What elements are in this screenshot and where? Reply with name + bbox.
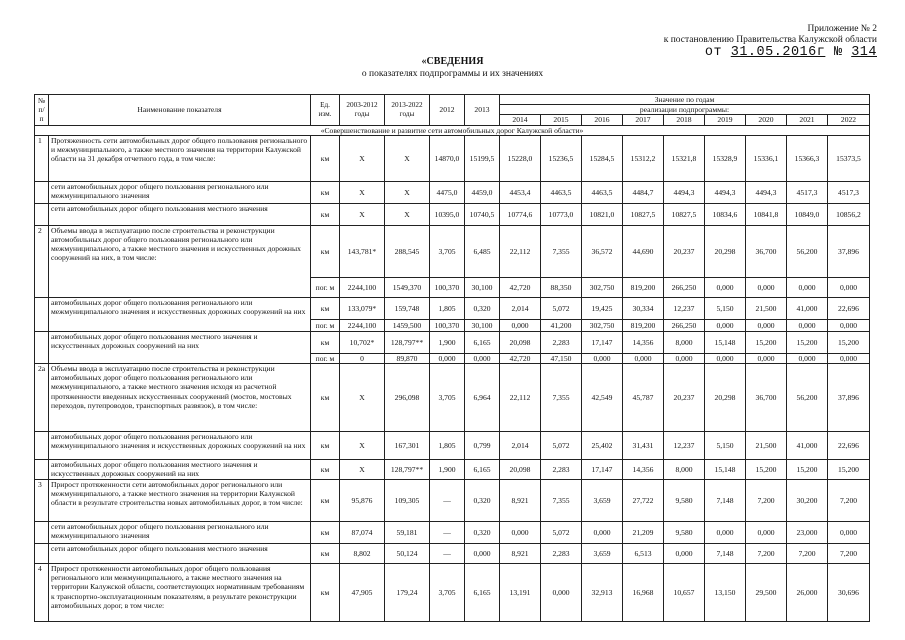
section-title: «Совершенствование и развитие сети автомобильных дорог Калужской области» bbox=[35, 125, 870, 135]
col-year: 2018 bbox=[664, 115, 705, 125]
value-cell: 5,072 bbox=[541, 432, 582, 460]
indicator-name: сети автомобильных дорог общего пользования местного значения bbox=[49, 544, 311, 564]
indicator-name: Объемы ввода в эксплуатацию после строительства и реконструкции автомобильных дорог общего пользования регионального или межмуниципального, а также местного значения исходя из расчетной протяженности введенных искусственных сооружений (мостов, мостовых переходов, путепроводов, транспортных развязок), в том числе: bbox=[49, 364, 311, 432]
value-cell: 29,500 bbox=[746, 564, 787, 622]
value-cell: 3,659 bbox=[582, 480, 623, 522]
value-cell: 100,370 bbox=[430, 277, 465, 297]
value-cell: 10827,5 bbox=[623, 203, 664, 225]
indicator-name: Прирост протяженности сети автомобильных дорог регионального или межмуниципального, а также местного значения на территории Калужской области в результате строительства новых автомобильных дорог, в том числе: bbox=[49, 480, 311, 522]
value-cell: 133,079* bbox=[340, 297, 385, 319]
value-cell: 0 bbox=[340, 353, 385, 363]
value-cell: 15,200 bbox=[828, 460, 870, 480]
value-cell: 21,500 bbox=[746, 432, 787, 460]
value-cell: 8,921 bbox=[500, 544, 541, 564]
value-cell: 15,200 bbox=[828, 331, 870, 353]
table-row bbox=[35, 181, 870, 203]
row-number: 3 bbox=[35, 480, 49, 522]
value-cell: 45,787 bbox=[623, 364, 664, 432]
unit-cell: км bbox=[311, 181, 340, 203]
row-number bbox=[35, 297, 49, 331]
value-cell: 10,657 bbox=[664, 564, 705, 622]
value-cell: 3,705 bbox=[430, 364, 465, 432]
unit-cell: км bbox=[311, 480, 340, 522]
value-cell: 0,000 bbox=[500, 319, 541, 331]
value-cell: 0,000 bbox=[705, 319, 746, 331]
col-period2: 2013-2022 годы bbox=[385, 95, 430, 126]
value-cell: 6,165 bbox=[465, 331, 500, 353]
value-cell: 302,750 bbox=[582, 277, 623, 297]
value-cell: 5,150 bbox=[705, 432, 746, 460]
table-row bbox=[35, 135, 870, 181]
value-cell: 42,549 bbox=[582, 364, 623, 432]
value-cell: 7,148 bbox=[705, 544, 746, 564]
col-year: 2021 bbox=[787, 115, 828, 125]
col-2013: 2013 bbox=[465, 95, 500, 126]
value-cell: 0,799 bbox=[465, 432, 500, 460]
unit-cell: км bbox=[311, 564, 340, 622]
value-cell: 4463,5 bbox=[541, 181, 582, 203]
value-cell: 25,402 bbox=[582, 432, 623, 460]
value-cell: 15,200 bbox=[746, 331, 787, 353]
value-cell: 2,283 bbox=[541, 460, 582, 480]
col-num: № п/п bbox=[35, 95, 49, 126]
col-year: 2014 bbox=[500, 115, 541, 125]
table-row bbox=[35, 522, 870, 544]
value-cell: 7,148 bbox=[705, 480, 746, 522]
value-cell: 0,000 bbox=[705, 353, 746, 363]
value-cell: 0,000 bbox=[664, 544, 705, 564]
value-cell: — bbox=[430, 480, 465, 522]
value-cell: 6,485 bbox=[465, 225, 500, 277]
indicator-name: автомобильных дорог общего пользования местного значения и искусственных дорожных сооружений на них bbox=[49, 460, 311, 480]
unit-cell: км bbox=[311, 203, 340, 225]
value-cell: 6,165 bbox=[465, 564, 500, 622]
value-cell: 15,200 bbox=[787, 331, 828, 353]
value-cell: 32,913 bbox=[582, 564, 623, 622]
value-cell: 10774,6 bbox=[500, 203, 541, 225]
value-cell: 6,165 bbox=[465, 460, 500, 480]
table-row bbox=[35, 544, 870, 564]
value-cell: Х bbox=[340, 135, 385, 181]
value-cell: Х bbox=[340, 364, 385, 432]
unit-cell: км bbox=[311, 432, 340, 460]
value-cell: 0,000 bbox=[787, 353, 828, 363]
decree-reference: к постановлению Правительства Калужской области bbox=[663, 35, 877, 45]
value-cell: 41,000 bbox=[787, 297, 828, 319]
value-cell: 41,000 bbox=[787, 432, 828, 460]
value-cell: 19,425 bbox=[582, 297, 623, 319]
value-cell: 17,147 bbox=[582, 331, 623, 353]
value-cell: 20,237 bbox=[664, 364, 705, 432]
value-cell: 15236,5 bbox=[541, 135, 582, 181]
table-row bbox=[35, 364, 870, 432]
value-cell: 819,200 bbox=[623, 319, 664, 331]
value-cell: 0,000 bbox=[430, 353, 465, 363]
value-cell: 128,797** bbox=[385, 460, 430, 480]
value-cell: 266,250 bbox=[664, 319, 705, 331]
value-cell: 8,921 bbox=[500, 480, 541, 522]
value-cell: 21,209 bbox=[623, 522, 664, 544]
value-cell: 0,320 bbox=[465, 297, 500, 319]
unit-cell: пог. м bbox=[311, 353, 340, 363]
value-cell: 13,150 bbox=[705, 564, 746, 622]
value-cell: Х bbox=[340, 181, 385, 203]
value-cell: 3,659 bbox=[582, 544, 623, 564]
value-cell: Х bbox=[385, 181, 430, 203]
value-cell: 9,580 bbox=[664, 480, 705, 522]
value-cell: Х bbox=[340, 203, 385, 225]
value-cell: 10834,6 bbox=[705, 203, 746, 225]
value-cell: 0,000 bbox=[664, 353, 705, 363]
value-cell: 0,000 bbox=[582, 353, 623, 363]
value-cell: Х bbox=[340, 432, 385, 460]
value-cell: — bbox=[430, 522, 465, 544]
value-cell: 1,805 bbox=[430, 432, 465, 460]
unit-cell: км bbox=[311, 225, 340, 277]
value-cell: — bbox=[430, 544, 465, 564]
table-row bbox=[35, 480, 870, 522]
value-cell: 30,334 bbox=[623, 297, 664, 319]
value-cell: 0,000 bbox=[746, 522, 787, 544]
value-cell: 14,356 bbox=[623, 460, 664, 480]
value-cell: 2,014 bbox=[500, 297, 541, 319]
unit-cell: пог. м bbox=[311, 277, 340, 297]
value-cell: 50,124 bbox=[385, 544, 430, 564]
value-cell: 0,000 bbox=[828, 353, 870, 363]
value-cell: 7,200 bbox=[828, 544, 870, 564]
col-unit: Ед. изм. bbox=[311, 95, 340, 126]
row-number: 2а bbox=[35, 364, 49, 432]
number-prefix: № bbox=[833, 45, 843, 60]
value-cell: 37,896 bbox=[828, 364, 870, 432]
appendix-header bbox=[664, 24, 877, 58]
value-cell: 10841,8 bbox=[746, 203, 787, 225]
col-values-by-year: Значение по годам bbox=[500, 95, 870, 105]
row-number: 2 bbox=[35, 225, 49, 297]
value-cell: 109,305 bbox=[385, 480, 430, 522]
unit-cell: км bbox=[311, 544, 340, 564]
value-cell: 4463,5 bbox=[582, 181, 623, 203]
value-cell: 9,580 bbox=[664, 522, 705, 544]
value-cell: 0,000 bbox=[828, 319, 870, 331]
value-cell: 21,500 bbox=[746, 297, 787, 319]
table-row bbox=[35, 225, 870, 277]
value-cell: 15373,5 bbox=[828, 135, 870, 181]
value-cell: 7,355 bbox=[541, 364, 582, 432]
value-cell: 10821,0 bbox=[582, 203, 623, 225]
value-cell: 296,098 bbox=[385, 364, 430, 432]
value-cell: 15,148 bbox=[705, 460, 746, 480]
value-cell: 17,147 bbox=[582, 460, 623, 480]
value-cell: 7,200 bbox=[828, 480, 870, 522]
value-cell: 0,000 bbox=[500, 522, 541, 544]
value-cell: 1,900 bbox=[430, 460, 465, 480]
value-cell: 30,100 bbox=[465, 277, 500, 297]
value-cell: 10,702* bbox=[340, 331, 385, 353]
value-cell: 1,805 bbox=[430, 297, 465, 319]
value-cell: 0,000 bbox=[705, 522, 746, 544]
row-number bbox=[35, 432, 49, 460]
value-cell: 2,283 bbox=[541, 544, 582, 564]
value-cell: 88,350 bbox=[541, 277, 582, 297]
table-row bbox=[35, 297, 870, 319]
indicator-name: сети автомобильных дорог общего пользования регионального или межмуниципального значения bbox=[49, 181, 311, 203]
value-cell: 10395,0 bbox=[430, 203, 465, 225]
value-cell: 6,964 bbox=[465, 364, 500, 432]
value-cell: 0,000 bbox=[787, 319, 828, 331]
value-cell: 2,283 bbox=[541, 331, 582, 353]
value-cell: 20,098 bbox=[500, 331, 541, 353]
col-2012: 2012 bbox=[430, 95, 465, 126]
col-year: 2020 bbox=[746, 115, 787, 125]
value-cell: 1549,370 bbox=[385, 277, 430, 297]
value-cell: 10849,0 bbox=[787, 203, 828, 225]
unit-cell: км bbox=[311, 522, 340, 544]
unit-cell: км bbox=[311, 364, 340, 432]
value-cell: 4494,3 bbox=[705, 181, 746, 203]
col-name: Наименование показателя bbox=[49, 95, 311, 126]
value-cell: 0,000 bbox=[705, 277, 746, 297]
col-year: 2019 bbox=[705, 115, 746, 125]
value-cell: 0,000 bbox=[746, 319, 787, 331]
value-cell: 12,237 bbox=[664, 432, 705, 460]
table-row bbox=[35, 460, 870, 480]
value-cell: 16,968 bbox=[623, 564, 664, 622]
value-cell: 159,748 bbox=[385, 297, 430, 319]
value-cell: 47,905 bbox=[340, 564, 385, 622]
value-cell: 42,720 bbox=[500, 353, 541, 363]
indicator-name: Прирост протяженности автомобильных дорог общего пользования регионального или межмуниципального, а также местного значения на территории Калужской области, соответствующих нормативным требованиям к транспортно-эксплуатационным показателям, в результате реконструкции автомобильных дорог, в том числе: bbox=[49, 564, 311, 622]
value-cell: 0,000 bbox=[787, 277, 828, 297]
value-cell: 2,014 bbox=[500, 432, 541, 460]
value-cell: 14,356 bbox=[623, 331, 664, 353]
unit-cell: км bbox=[311, 135, 340, 181]
indicator-name: Объемы ввода в эксплуатацию после строительства и реконструкции автомобильных дорог общего пользования регионального или межмуниципального, а также местного значения и искусственных дорожных сооружений на них, в том числе: bbox=[49, 225, 311, 297]
table-row bbox=[35, 432, 870, 460]
value-cell: 7,200 bbox=[746, 544, 787, 564]
decree-date: 31.05.2016г bbox=[730, 45, 826, 60]
unit-cell: км bbox=[311, 460, 340, 480]
value-cell: 15,200 bbox=[746, 460, 787, 480]
value-cell: 20,298 bbox=[705, 225, 746, 277]
value-cell: 47,150 bbox=[541, 353, 582, 363]
value-cell: 59,181 bbox=[385, 522, 430, 544]
row-number: 1 bbox=[35, 135, 49, 181]
value-cell: 15336,1 bbox=[746, 135, 787, 181]
value-cell: Х bbox=[385, 203, 430, 225]
value-cell: 167,301 bbox=[385, 432, 430, 460]
row-number bbox=[35, 522, 49, 544]
indicator-name: автомобильных дорог общего пользования регионального или межмуниципального значения и искусственных дорожных сооружений на них bbox=[49, 297, 311, 331]
row-number: 4 bbox=[35, 564, 49, 622]
value-cell: 30,200 bbox=[787, 480, 828, 522]
value-cell: 0,000 bbox=[746, 353, 787, 363]
row-number bbox=[35, 544, 49, 564]
col-realization: реализации подпрограммы: bbox=[500, 105, 870, 115]
value-cell: 22,696 bbox=[828, 432, 870, 460]
value-cell: 0,000 bbox=[746, 277, 787, 297]
value-cell: 128,797** bbox=[385, 331, 430, 353]
value-cell: 0,320 bbox=[465, 522, 500, 544]
value-cell: 7,200 bbox=[787, 544, 828, 564]
value-cell: 0,000 bbox=[541, 564, 582, 622]
value-cell: 15,200 bbox=[787, 460, 828, 480]
value-cell: 7,355 bbox=[541, 225, 582, 277]
value-cell: 36,572 bbox=[582, 225, 623, 277]
value-cell: 41,200 bbox=[541, 319, 582, 331]
value-cell: 15284,5 bbox=[582, 135, 623, 181]
value-cell: 87,074 bbox=[340, 522, 385, 544]
value-cell: 20,237 bbox=[664, 225, 705, 277]
unit-cell: км bbox=[311, 331, 340, 353]
row-number bbox=[35, 460, 49, 480]
value-cell: 13,191 bbox=[500, 564, 541, 622]
value-cell: 14870,0 bbox=[430, 135, 465, 181]
row-number bbox=[35, 181, 49, 203]
value-cell: 44,690 bbox=[623, 225, 664, 277]
value-cell: 4453,4 bbox=[500, 181, 541, 203]
value-cell: Х bbox=[385, 135, 430, 181]
indicator-name: автомобильных дорог общего пользования регионального или межмуниципального значения и искусственных дорожных сооружений на них bbox=[49, 432, 311, 460]
value-cell: 4517,3 bbox=[828, 181, 870, 203]
value-cell: 1459,500 bbox=[385, 319, 430, 331]
title-line1: «СВЕДЕНИЯ bbox=[421, 56, 484, 67]
value-cell: 3,705 bbox=[430, 564, 465, 622]
value-cell: 95,876 bbox=[340, 480, 385, 522]
value-cell: 3,705 bbox=[430, 225, 465, 277]
row-number bbox=[35, 331, 49, 363]
value-cell: 27,722 bbox=[623, 480, 664, 522]
value-cell: 31,431 bbox=[623, 432, 664, 460]
value-cell: 42,720 bbox=[500, 277, 541, 297]
value-cell: 12,237 bbox=[664, 297, 705, 319]
value-cell: 0,000 bbox=[465, 353, 500, 363]
value-cell: 23,000 bbox=[787, 522, 828, 544]
value-cell: 4517,3 bbox=[787, 181, 828, 203]
value-cell: 4494,3 bbox=[664, 181, 705, 203]
value-cell: 4484,7 bbox=[623, 181, 664, 203]
table-row bbox=[35, 331, 870, 353]
unit-cell: пог. м bbox=[311, 319, 340, 331]
value-cell: 56,200 bbox=[787, 364, 828, 432]
value-cell: 15199,5 bbox=[465, 135, 500, 181]
title-line2: о показателях подпрограммы и их значениях bbox=[361, 69, 544, 79]
value-cell: 0,000 bbox=[582, 522, 623, 544]
value-cell: 15312,2 bbox=[623, 135, 664, 181]
value-cell: 819,200 bbox=[623, 277, 664, 297]
value-cell: 20,098 bbox=[500, 460, 541, 480]
value-cell: 36,700 bbox=[746, 364, 787, 432]
value-cell: 10740,5 bbox=[465, 203, 500, 225]
value-cell: 0,000 bbox=[465, 544, 500, 564]
indicator-name: Протяженность сети автомобильных дорог общего пользования регионального и межмуниципального, а также местного значения на территории Калужской области на 31 декабря отчетного года, в том числе: bbox=[49, 135, 311, 181]
date-prefix: от bbox=[704, 45, 723, 60]
value-cell: 1,900 bbox=[430, 331, 465, 353]
indicator-name: сети автомобильных дорог общего пользования регионального или межмуниципального значения bbox=[49, 522, 311, 544]
value-cell: 89,870 bbox=[385, 353, 430, 363]
value-cell: 10827,5 bbox=[664, 203, 705, 225]
col-year: 2016 bbox=[582, 115, 623, 125]
value-cell: 179,24 bbox=[385, 564, 430, 622]
value-cell: 143,781* bbox=[340, 225, 385, 277]
value-cell: 6,513 bbox=[623, 544, 664, 564]
value-cell: 0,000 bbox=[828, 522, 870, 544]
value-cell: 15328,9 bbox=[705, 135, 746, 181]
value-cell: 30,100 bbox=[465, 319, 500, 331]
value-cell: 10773,0 bbox=[541, 203, 582, 225]
document-title bbox=[0, 56, 905, 80]
value-cell: 15228,0 bbox=[500, 135, 541, 181]
value-cell: 22,112 bbox=[500, 364, 541, 432]
value-cell: 0,000 bbox=[623, 353, 664, 363]
value-cell: 5,072 bbox=[541, 522, 582, 544]
col-period1: 2003-2012 годы bbox=[340, 95, 385, 126]
value-cell: 7,355 bbox=[541, 480, 582, 522]
value-cell: 26,000 bbox=[787, 564, 828, 622]
value-cell: 302,750 bbox=[582, 319, 623, 331]
value-cell: 2244,100 bbox=[340, 277, 385, 297]
value-cell: 4494,3 bbox=[746, 181, 787, 203]
value-cell: 0,000 bbox=[828, 277, 870, 297]
value-cell: 15366,3 bbox=[787, 135, 828, 181]
value-cell: 0,320 bbox=[465, 480, 500, 522]
row-number bbox=[35, 203, 49, 225]
unit-cell: км bbox=[311, 297, 340, 319]
value-cell: 266,250 bbox=[664, 277, 705, 297]
appendix-number: Приложение № 2 bbox=[807, 24, 877, 34]
indicator-name: сети автомобильных дорог общего пользования местного значения bbox=[49, 203, 311, 225]
value-cell: 20,298 bbox=[705, 364, 746, 432]
value-cell: 288,545 bbox=[385, 225, 430, 277]
decree-number: 314 bbox=[851, 45, 877, 60]
value-cell: 5,150 bbox=[705, 297, 746, 319]
value-cell: 15321,8 bbox=[664, 135, 705, 181]
indicator-name: автомобильных дорог общего пользования местного значения и искусственных дорожных сооружений на них bbox=[49, 331, 311, 363]
value-cell: 56,200 bbox=[787, 225, 828, 277]
table-row bbox=[35, 203, 870, 225]
value-cell: 7,200 bbox=[746, 480, 787, 522]
value-cell: 8,802 bbox=[340, 544, 385, 564]
value-cell: 5,072 bbox=[541, 297, 582, 319]
value-cell: 4459,0 bbox=[465, 181, 500, 203]
value-cell: Х bbox=[340, 460, 385, 480]
col-year: 2015 bbox=[541, 115, 582, 125]
value-cell: 8,000 bbox=[664, 460, 705, 480]
indicators-table bbox=[34, 94, 870, 622]
value-cell: 10856,2 bbox=[828, 203, 870, 225]
table-row bbox=[35, 564, 870, 622]
value-cell: 36,700 bbox=[746, 225, 787, 277]
value-cell: 15,148 bbox=[705, 331, 746, 353]
value-cell: 2244,100 bbox=[340, 319, 385, 331]
value-cell: 8,000 bbox=[664, 331, 705, 353]
col-year: 2022 bbox=[828, 115, 870, 125]
value-cell: 22,112 bbox=[500, 225, 541, 277]
value-cell: 37,896 bbox=[828, 225, 870, 277]
value-cell: 30,696 bbox=[828, 564, 870, 622]
value-cell: 22,696 bbox=[828, 297, 870, 319]
value-cell: 4475,0 bbox=[430, 181, 465, 203]
value-cell: 100,370 bbox=[430, 319, 465, 331]
col-year: 2017 bbox=[623, 115, 664, 125]
